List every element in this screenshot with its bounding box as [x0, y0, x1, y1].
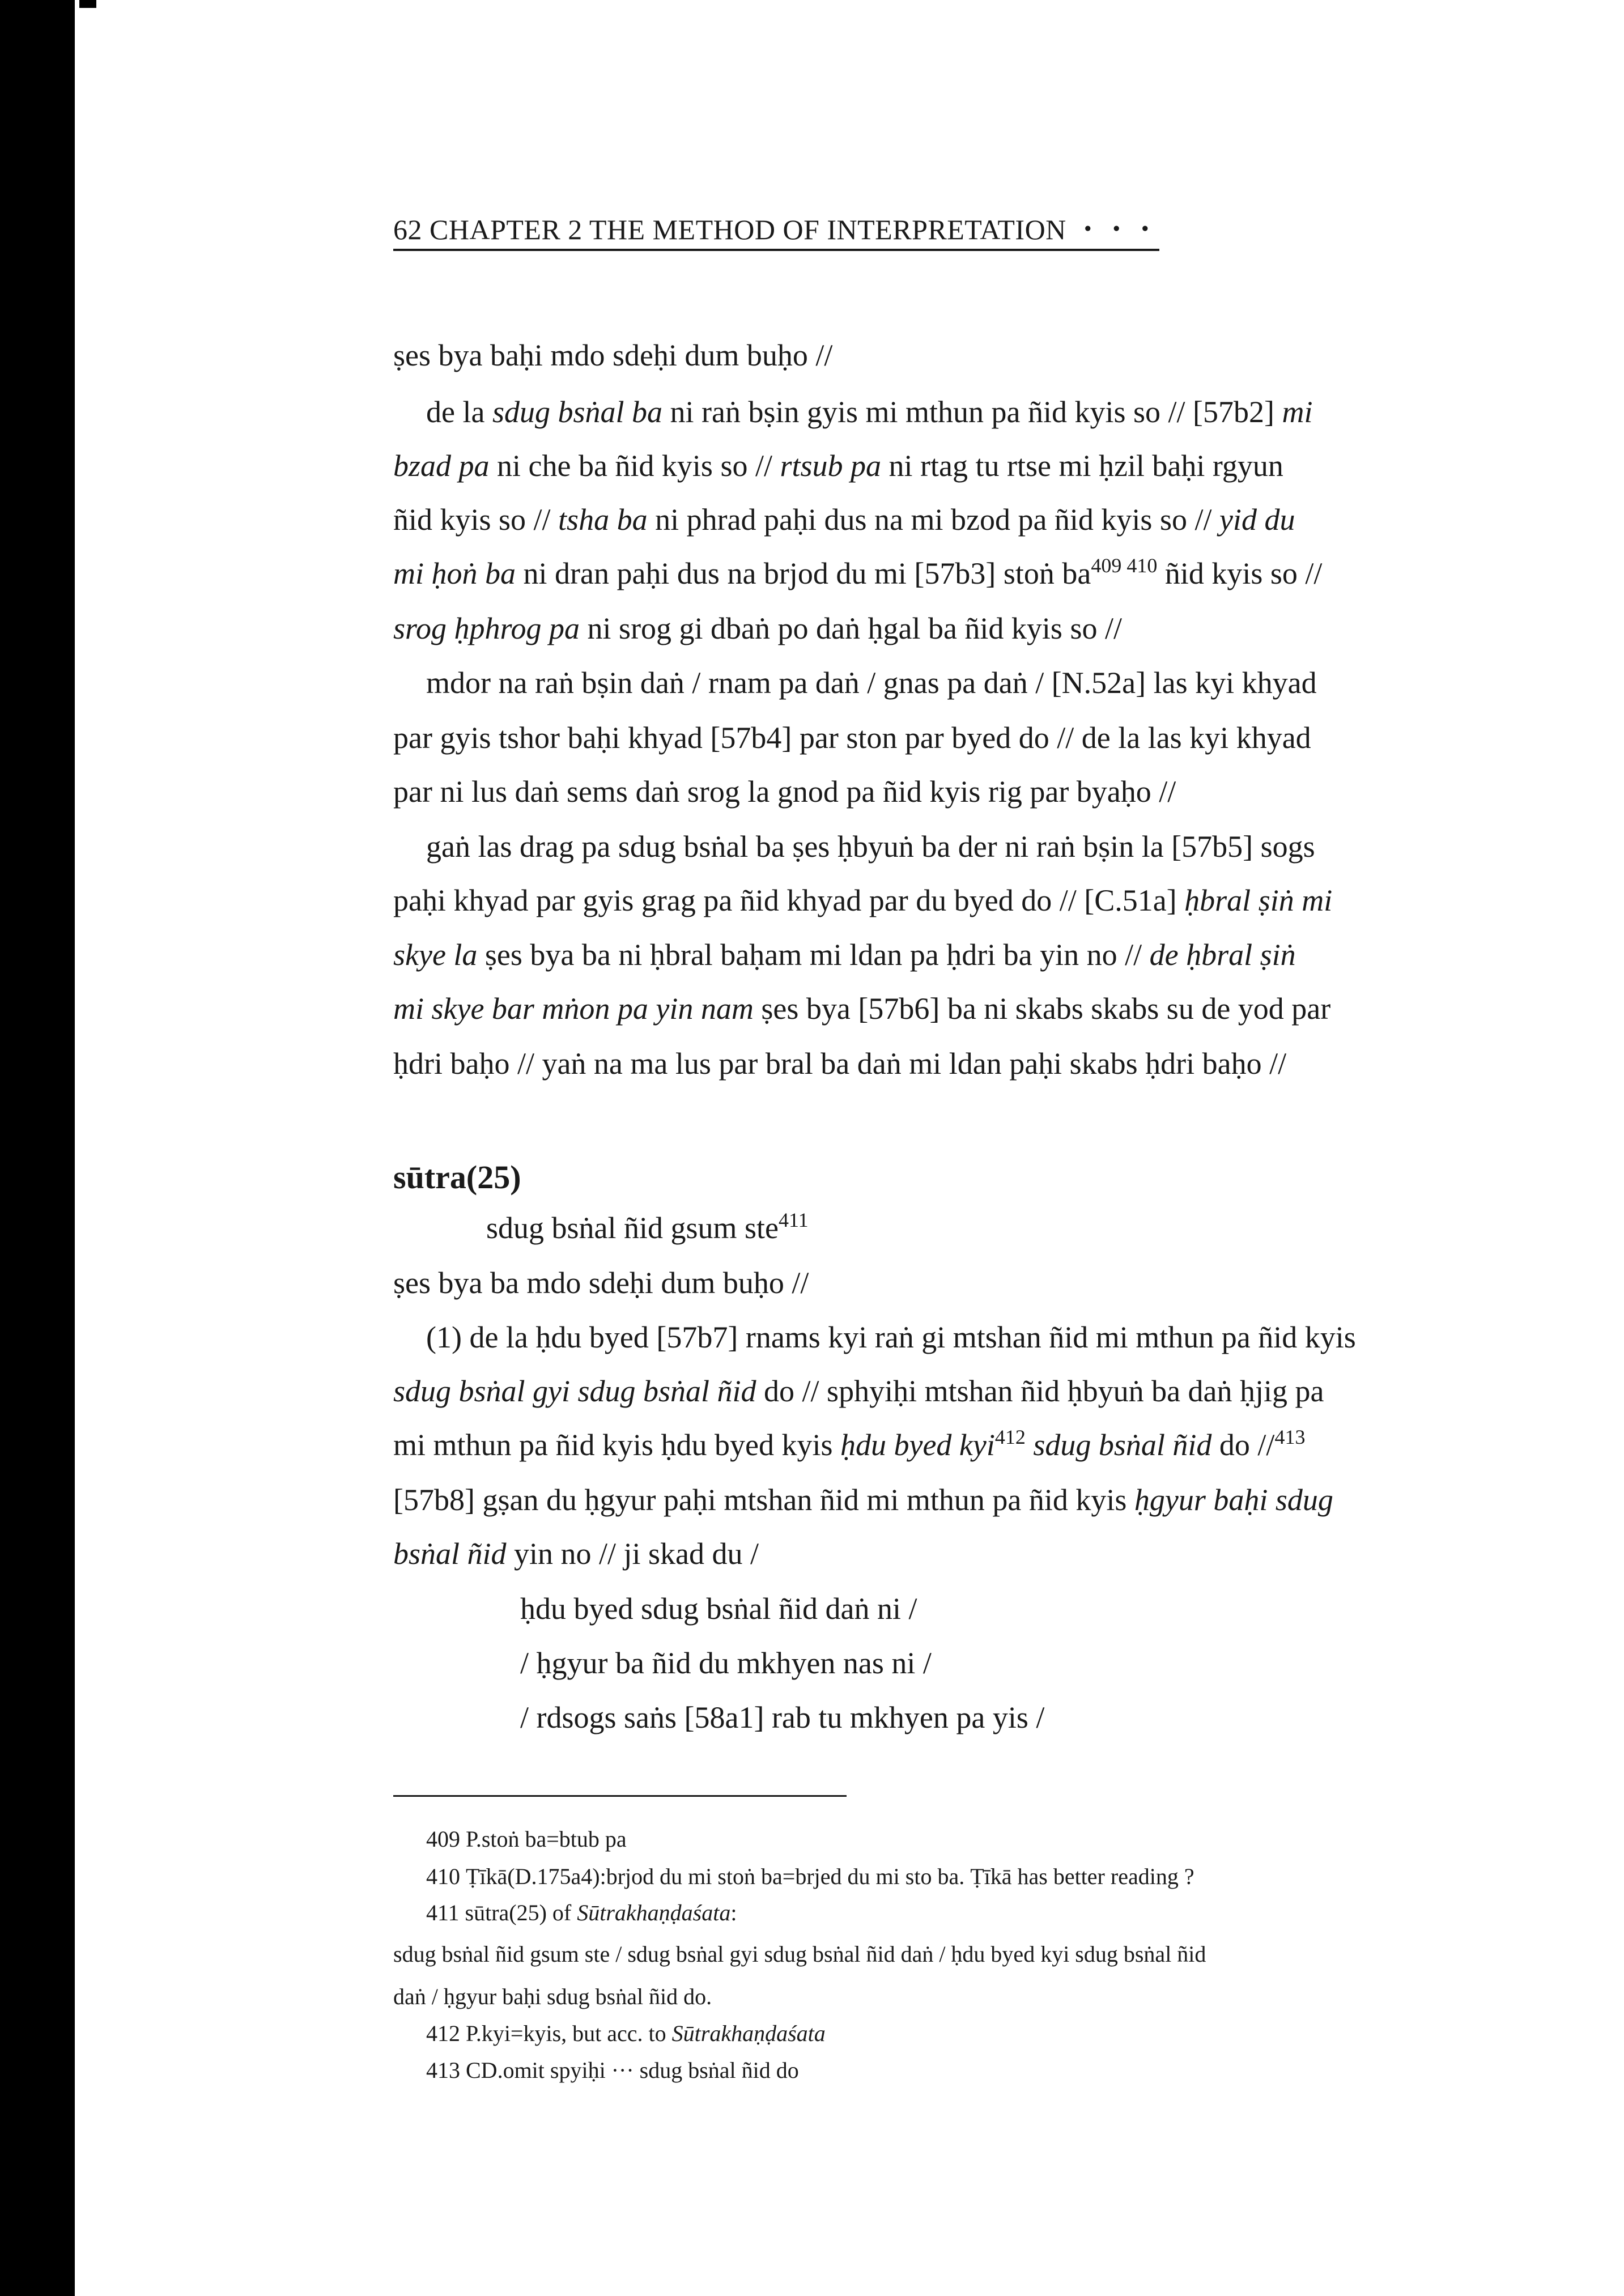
text-line: de la sdug bsṅal ba ni raṅ bṣin gyis mi mthun pa ñid kyis so // [57b2] mi [426, 395, 1313, 429]
footnote-continuation: daṅ / ḥgyur baḥi sdug bsṅal ñid do. [393, 1984, 712, 2009]
text-line: sdug bsṅal gyi sdug bsṅal ñid do // sphyiḥi mtshan ñid ḥbyuṅ ba daṅ ḥjig pa [393, 1374, 1324, 1408]
text-line: paḥi khyad par gyis grag pa ñid khyad par du byed do // [C.51a] ḥbral ṣiṅ mi [393, 883, 1333, 917]
text-line: par gyis tshor baḥi khyad [57b4] par ston par byed do // de la las kyi khyad [393, 721, 1311, 755]
verse-line: ḥdu byed sdug bsṅal ñid daṅ ni / [520, 1592, 917, 1626]
text-line: sdug bsṅal ñid gsum ste$^{411}$ [486, 1209, 809, 1245]
footnote: 412 P.kyi=kyis, but acc. to Sūtrakhaṇḍaśata [426, 2021, 826, 2046]
text-line: ñid kyis so // tsha ba ni phrad paḥi dus na mi bzod pa ñid kyis so // yid du [393, 503, 1295, 537]
footnote: 411 sūtra(25) of Sūtrakhaṇḍaśata: [426, 1900, 737, 1925]
text-line: mdor na raṅ bṣin daṅ / rnam pa daṅ / gnas pa daṅ / [N.52a] las kyi khyad [426, 666, 1317, 700]
footnote-rule [393, 1795, 847, 1797]
footnote-continuation: sdug bsṅal ñid gsum ste / sdug bsṅal gyi sdug bsṅal ñid daṅ / ḥdu byed kyi sdug bsṅal ñid [393, 1941, 1206, 1967]
text-line: srog ḥphrog pa ni srog gi dbaṅ po daṅ ḥgal ba ñid kyis so // [393, 611, 1122, 645]
text-line: gaṅ las drag pa sdug bsṅal ba ṣes ḥbyuṅ ba der ni raṅ bṣin la [57b5] sogs [426, 830, 1315, 864]
section-heading: sūtra(25) [393, 1159, 521, 1196]
text-line: mi skye bar mṅon pa yin nam ṣes bya [57b6] ba ni skabs skabs su de yod par [393, 992, 1331, 1026]
scan-corner-mark [79, 0, 96, 8]
scan-edge-bar [0, 0, 75, 2296]
text-line: (1) de la ḥdu byed [57b7] rnams kyi raṅ gi mtshan ñid mi mthun pa ñid kyis [426, 1320, 1356, 1354]
text-line: mi mthun pa ñid kyis ḥdu byed kyis ḥdu byed kyi$^{412}$ sdug bsṅal ñid do //$^{413}$ [393, 1426, 1306, 1462]
text-line: skye la ṣes bya ba ni ḥbral baḥam mi ldan pa ḥdri ba yin no // de ḥbral ṣiṅ [393, 938, 1296, 972]
running-header: 62 CHAPTER 2 THE METHOD OF INTERPRETATION ・・・ [393, 207, 1159, 251]
text-line: bsṅal ñid yin no // ji skad du / [393, 1537, 759, 1571]
footnote: 409 P.stoṅ ba=btub pa [426, 1826, 627, 1852]
text-line: ṣes bya ba mdo sdeḥi dum buḥo // [393, 1266, 809, 1300]
verse-line: / rdsogs saṅs [58a1] rab tu mkhyen pa yis / [520, 1700, 1045, 1734]
verse-line: / ḥgyur ba ñid du mkhyen nas ni / [520, 1646, 932, 1680]
text-line: par ni lus daṅ sems daṅ srog la gnod pa ñid kyis rig par byaḥo // [393, 775, 1176, 809]
footnote: 413 CD.omit spyiḥi ··· sdug bsṅal ñid do [426, 2057, 799, 2083]
footnote: 410 Ṭīkā(D.175a4):brjod du mi stoṅ ba=brjed du mi sto ba. Ṭīkā has better reading ? [426, 1864, 1194, 1889]
text-line: ḥdri baḥo // yaṅ na ma lus par bral ba daṅ mi ldan paḥi skabs ḥdri baḥo // [393, 1047, 1287, 1081]
text-line: ṣes bya baḥi mdo sdeḥi dum buḥo // [393, 338, 833, 372]
text-line: bzad pa ni che ba ñid kyis so // rtsub pa ni rtag tu rtse mi ḥzil baḥi rgyun [393, 449, 1283, 483]
text-line: [57b8] gṣan du ḥgyur paḥi mtshan ñid mi mthun pa ñid kyis ḥgyur baḥi sdug [393, 1483, 1333, 1517]
text-line: mi ḥoṅ ba ni dran paḥi dus na brjod du mi [57b3] stoṅ $ba^{409 410}$ ñid kyis so // [393, 554, 1323, 590]
